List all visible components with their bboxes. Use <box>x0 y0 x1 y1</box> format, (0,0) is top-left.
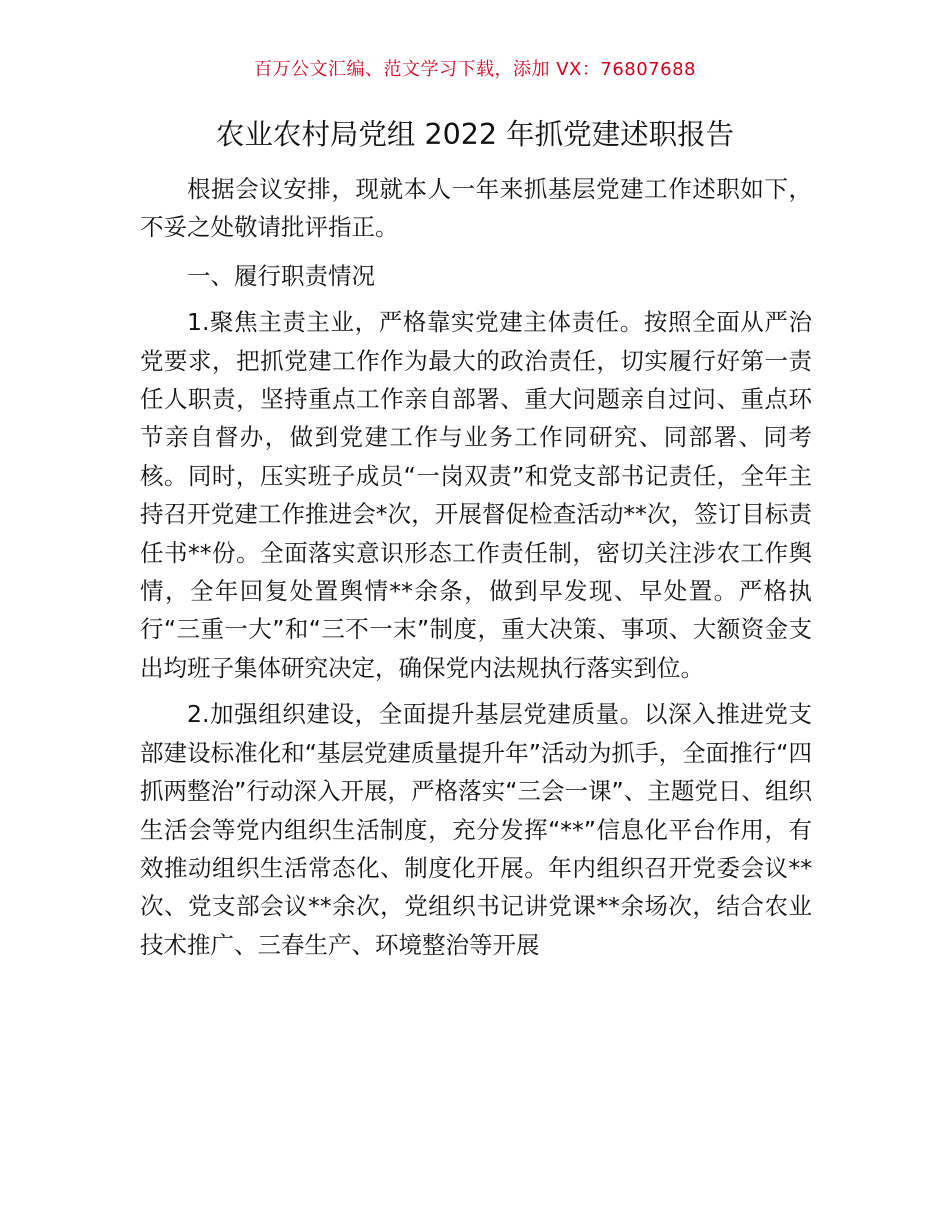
paragraph-item-2: 2.加强组织建设，全面提升基层党建质量。以深入推进党支部建设标准化和“基层党建质量提升年”活动为抓手，全面推行“四抓两整治”行动深入开展，严格落实“三会一课”、主题党日、组织生活会等党内组织生活制度，充分发挥“**”信息化平台作用，有效推动组织生活常态化、制度化开展。年内组织召开党委会议**次、党支部会议**余次，党组织书记讲党课**余场次，结合农业技术推广、三春生产、环境整治等开展 <box>140 700 812 959</box>
section-heading-duties: 一、履行职责情况 <box>187 261 375 290</box>
intro-paragraph: 根据会议安排，现就本人一年来抓基层党建工作述职如下，不妥之处敬请批评指正。 <box>140 175 812 242</box>
document-title: 农业农村局党组 2022 年抓党建述职报告 <box>215 118 735 151</box>
document-body <box>140 170 812 964</box>
paragraph-item-1: 1.聚焦主责主业，严格靠实党建主体责任。按照全面从严治党要求，把抓党建工作作为最大的政治责任，切实履行好第一责任人职责，坚持重点工作亲自部署、重大问题亲自过问、重点环节亲自督办，做到党建工作与业务工作同研究、同部署、同考核。同时，压实班子成员“一岗双责”和党支部书记责任，全年主持召开党建工作推进会*次，开展督促检查活动**次，签订目标责任书**份。全面落实意识形态工作责任制，密切关注涉农工作舆情，全年回复处置舆情**余条，做到早发现、早处置。严格执行“三重一大”和“三不一末”制度，重大决策、事项、大额资金支出均班子集体研究决定，确保党内法规执行落实到位。 <box>140 308 812 682</box>
header-watermark-note: 百万公文汇编、范文学习下载，添加 VX：76807688 <box>254 59 696 80</box>
